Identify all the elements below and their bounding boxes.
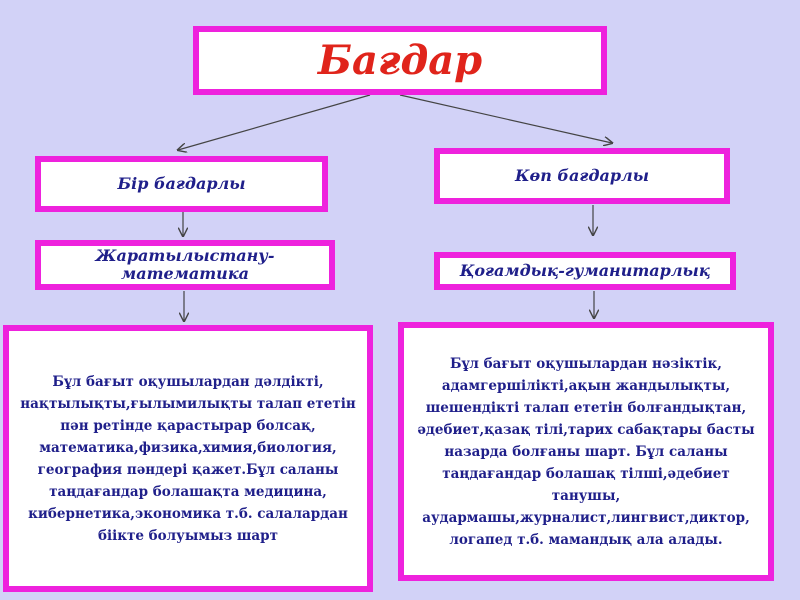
left-description: Бұл бағыт оқушылардан дәлдікті, нақтылықты,ғылымилықты талап ететін пән ретінде қарастырар болсақ, математика,физика,химия,биология, география пәндері қажет.Бұл саланы таңдағандар болашақта медицина, кибернетика,экономика т.б. салалардан біікте болуымыз шарт [20,373,356,544]
left-branch-type: Бір бағдарлы [117,174,246,193]
right-description-box [398,322,774,581]
left-direction: Жаратылыстану-математика [95,246,275,283]
left-branch-type-box [35,156,328,212]
arrow-to-right-branch [400,95,612,143]
right-direction-box [434,252,736,290]
diagram-title-box [193,26,607,95]
left-description-box [3,325,373,592]
diagram-title: Бағдар [317,37,483,84]
right-branch-type-box [434,148,730,204]
right-direction: Қоғамдық-гуманитарлық [459,261,711,280]
left-direction-box [35,240,335,290]
arrow-to-left-branch [178,95,370,150]
right-description: Бұл бағыт оқушылардан нәзіктік, адамгершілікті,ақын жандылықты, шешендікті талап ететін болғандықтан, әдебиет,қазақ тілі,тарих сабақтары басты назарда болғаны шарт. Бұл саланы таңдағандар болашақ тілші,әдебиет танушы, аудармашы,журналист,лингвист,диктор, логапед т.б. мамандық ала алады. [417,355,755,548]
right-branch-type: Көп бағдарлы [514,166,650,185]
